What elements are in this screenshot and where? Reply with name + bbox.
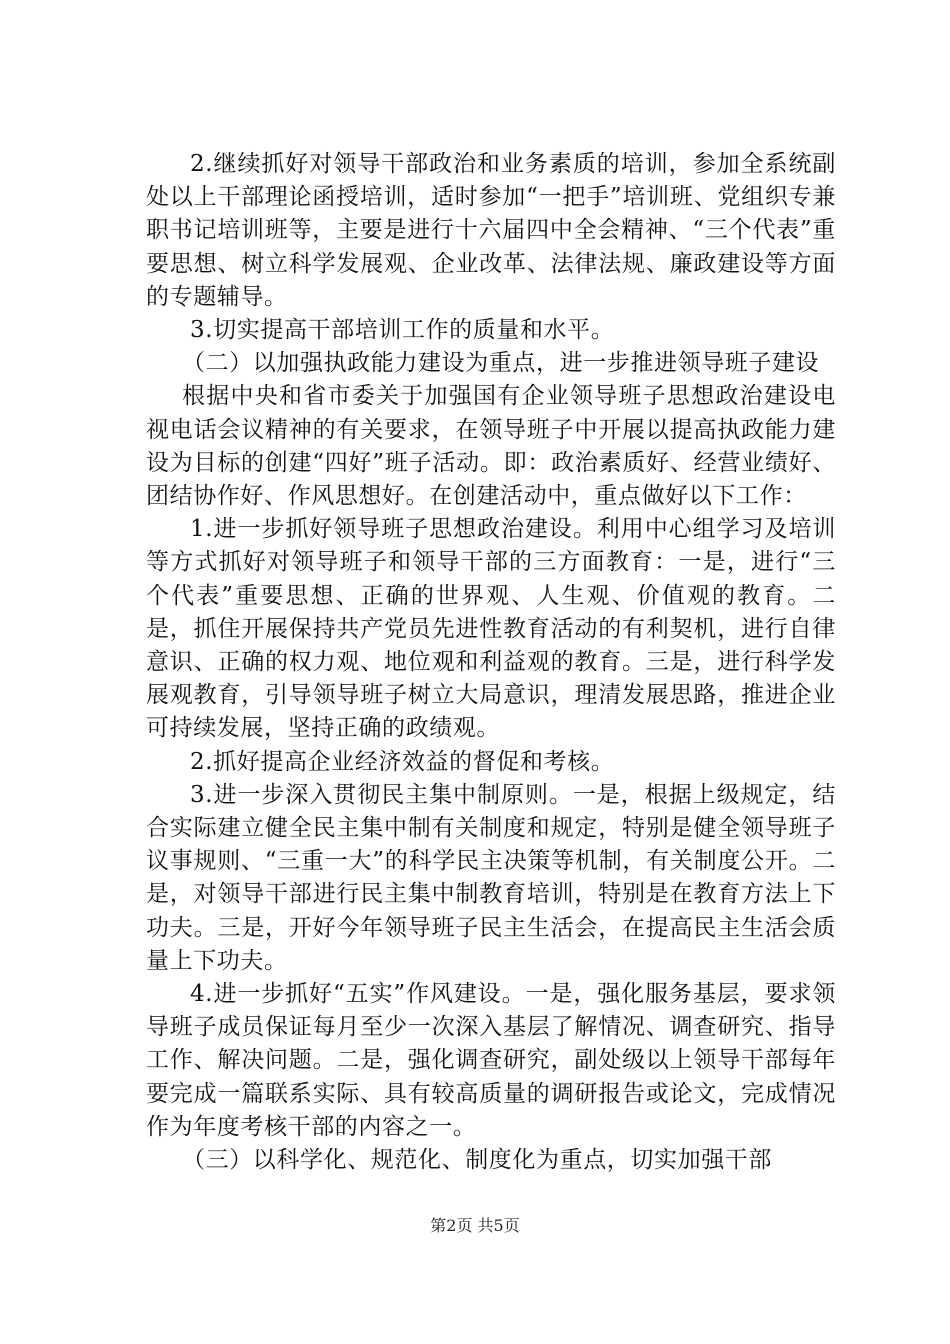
page-number-footer: 第2页 共5页	[430, 1216, 520, 1235]
paragraph-item-1-ideology: 1.进一步抓好领导班子思想政治建设。利用中心组学习及培训等方式抓好对领导班子和领导干部的三方面教育：一是，进行“三个代表”重要思想、正确的世界观、人生观、价值观的教育。二是，抓住开展保持共产党员先进性教育活动的有利契机，进行自律意识、正确的权力观、地位观和利益观的教育。三是，进行科学发展观教育，引导领导班子树立大局意识，理清发展思路，推进企业可持续发展，坚持正确的政绩观。	[146, 516, 836, 742]
paragraph-item-2-training: 2.继续抓好对领导干部政治和业务素质的培训，参加全系统副处以上干部理论函授培训，适时参加“一把手”培训班、党组织专兼职书记培训班等，主要是进行十六届四中全会精神、“三个代表”重要思想、树立科学发展观、企业改革、法律法规、廉政建设等方面的专题辅导。	[146, 151, 836, 310]
paragraph-item-4-style: 4.进一步抓好“五实”作风建设。一是，强化服务基层，要求领导班子成员保证每月至少一次深入基层了解情况、调查研究、指导工作、解决问题。二是，强化调查研究，副处级以上领导干部每年要完成一篇联系实际、具有较高质量的调研报告或论文，完成情况作为年度考核干部的内容之一。	[146, 981, 836, 1140]
section-heading-2: （二）以加强执政能力建设为重点，进一步推进领导班子建设	[182, 350, 820, 377]
paragraph-intro: 根据中央和省市委关于加强国有企业领导班子思想政治建设电视电话会议精神的有关要求，在领导班子中开展以提高执政能力建设为目标的创建“四好”班子活动。即：政治素质好、经营业绩好、团结协作好、作风思想好。在创建活动中，重点做好以下工作：	[146, 383, 836, 510]
document-body	[146, 148, 836, 1177]
paragraph-item-3-quality: 3.切实提高干部培训工作的质量和水平。	[190, 317, 615, 344]
paragraph-item-2-economics: 2.抓好提高企业经济效益的督促和考核。	[190, 748, 615, 775]
paragraph-item-3-democracy: 3.进一步深入贯彻民主集中制原则。一是，根据上级规定，结合实际建立健全民主集中制有关制度和规定，特别是健全领导班子议事规则、“三重一大”的科学民主决策等机制，有关制度公开。二是，对领导干部进行民主集中制教育培训，特别是在教育方法上下功夫。三是，开好今年领导班子民主生活会，在提高民主生活会质量上下功夫。	[146, 781, 836, 974]
section-heading-3: （三）以科学化、规范化、制度化为重点，切实加强干部	[182, 1147, 772, 1174]
